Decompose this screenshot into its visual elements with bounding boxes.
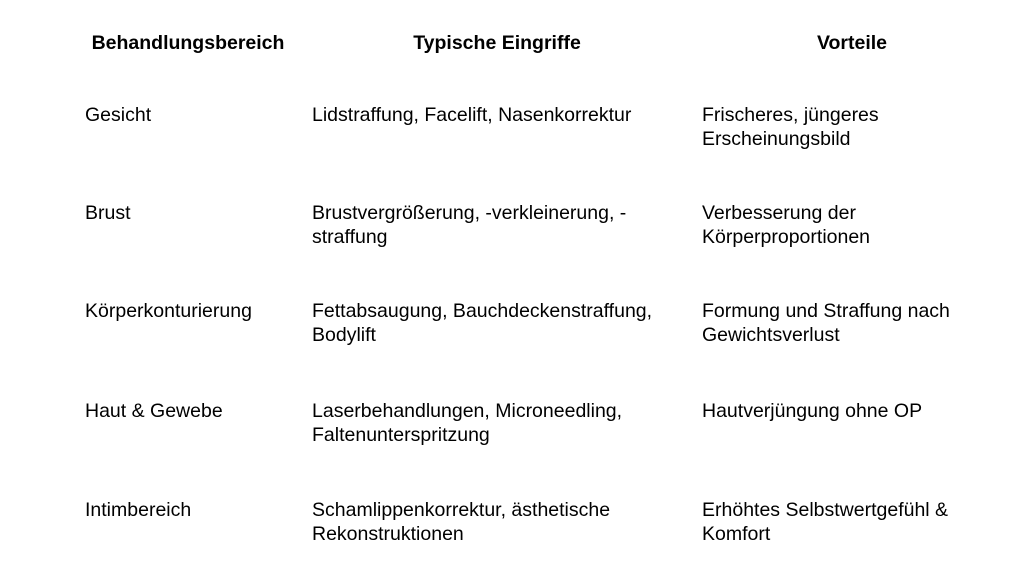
row-4-area: Haut & Gewebe xyxy=(85,400,223,422)
row-4-benefits: Hautverjüngung ohne OP xyxy=(702,400,923,422)
row-3-procedures: Fettabsaugung, Bauchdeckenstraffung, Bodylift xyxy=(312,300,653,346)
row-1-procedures: Lidstraffung, Facelift, Nasenkorrektur xyxy=(312,104,632,126)
row-1-area: Gesicht xyxy=(85,104,152,126)
row-2-procedures: Brustvergrößerung, -verkleinerung, -straffung xyxy=(312,202,627,248)
row-2-benefits: Verbesserung der Körperproportionen xyxy=(702,202,871,248)
row-5-area: Intimbereich xyxy=(85,499,192,521)
header-procedures: Typische Eingriffe xyxy=(413,32,581,54)
header-benefits: Vorteile xyxy=(816,32,888,54)
row-3-area: Körperkonturierung xyxy=(85,300,252,322)
row-5-procedures: Schamlippenkorrektur, ästhetische Rekonstruktionen xyxy=(312,499,611,545)
row-4-procedures: Laserbehandlungen, Microneedling, Faltenunterspritzung xyxy=(312,400,623,446)
row-1-benefits: Frischeres, jüngeres Erscheinungsbild xyxy=(702,104,879,150)
header-area: Behandlungsbereich xyxy=(91,32,285,54)
row-5-benefits: Erhöhtes Selbstwertgefühl & Komfort xyxy=(702,499,949,545)
row-3-benefits: Formung und Straffung nach Gewichtsverlust xyxy=(702,300,950,346)
row-2-area: Brust xyxy=(85,202,131,224)
